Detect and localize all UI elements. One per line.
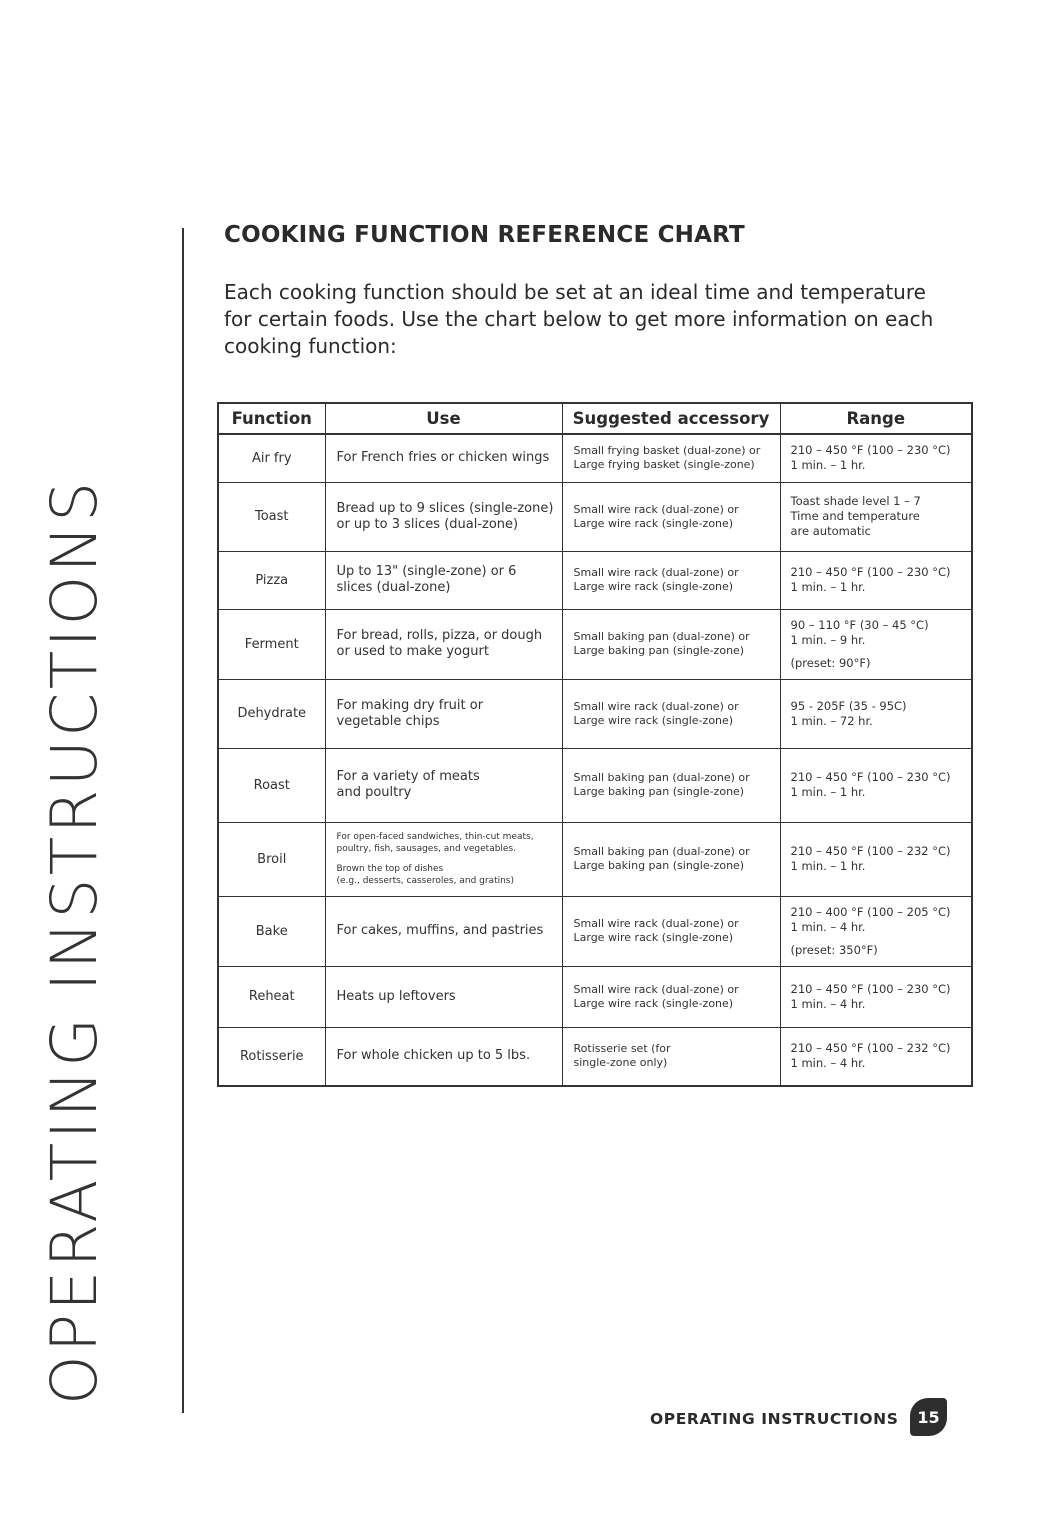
use-cell xyxy=(325,1027,562,1086)
accessory-cell xyxy=(562,434,780,482)
table-row xyxy=(218,434,972,482)
range-text: are automatic xyxy=(790,524,871,538)
table-row xyxy=(218,748,972,822)
table-row xyxy=(218,609,972,679)
use-text: Bread up to 9 slices (single-zone) xyxy=(336,500,554,516)
function-cell: Toast xyxy=(218,482,325,551)
range-text: 1 min. – 1 hr. xyxy=(790,785,866,799)
use-cell xyxy=(325,896,562,966)
function-cell: Pizza xyxy=(218,551,325,609)
use-text: For making dry fruit or xyxy=(336,697,484,713)
accessory-text: Small frying basket (dual-zone) or xyxy=(573,444,761,458)
range-cell xyxy=(780,1027,972,1086)
table-row xyxy=(218,966,972,1027)
accessory-text: Small wire rack (dual-zone) or xyxy=(573,982,739,996)
page-heading: COOKING FUNCTION REFERENCE CHART xyxy=(224,222,745,248)
header-accessory: Suggested accessory xyxy=(562,403,780,434)
function-cell: Dehydrate xyxy=(218,679,325,748)
accessory-cell xyxy=(562,966,780,1027)
range-cell xyxy=(780,609,972,679)
header-use: Use xyxy=(325,403,562,434)
table-row xyxy=(218,1027,972,1086)
side-section-title: OPERATING INSTRUCTIONS xyxy=(38,478,111,1405)
use-text: Up to 13" (single-zone) or 6 xyxy=(336,564,517,579)
range-text: 210 – 450 °F (100 – 230 °C) xyxy=(790,565,951,579)
table-row xyxy=(218,679,972,748)
range-cell xyxy=(780,748,972,822)
range-text: 1 min. – 4 hr. xyxy=(790,919,866,934)
preset-text: (preset: 90°F) xyxy=(790,655,871,670)
table-row xyxy=(218,482,972,551)
use-text: or up to 3 slices (dual-zone) xyxy=(336,516,519,532)
accessory-cell xyxy=(562,482,780,551)
use-text: For open-faced sandwiches, thin-cut meats, xyxy=(336,832,534,842)
range-cell xyxy=(780,551,972,609)
range-text: 210 – 450 °F (100 – 232 °C) xyxy=(790,1041,951,1056)
use-cell xyxy=(325,679,562,748)
use-text: For bread, rolls, pizza, or dough xyxy=(336,628,543,643)
use-text: For a variety of meats xyxy=(336,769,480,784)
use-cell xyxy=(325,966,562,1027)
range-text: 1 min. – 1 hr. xyxy=(790,859,866,873)
function-cell: Broil xyxy=(218,822,325,896)
function-cell: Air fry xyxy=(218,434,325,482)
accessory-cell xyxy=(562,896,780,966)
accessory-text: Large baking pan (single-zone) xyxy=(573,644,745,657)
preset-text: (preset: 350°F) xyxy=(790,942,878,957)
range-text: 1 min. – 1 hr. xyxy=(790,580,866,594)
accessory-cell xyxy=(562,551,780,609)
use-text: or used to make yogurt xyxy=(336,644,489,659)
accessory-cell xyxy=(562,748,780,822)
range-text: 1 min. – 72 hr. xyxy=(790,713,873,728)
use-cell xyxy=(325,609,562,679)
accessory-text: Large wire rack (single-zone) xyxy=(573,580,734,593)
accessory-text: Large wire rack (single-zone) xyxy=(573,996,734,1010)
accessory-text: Large wire rack (single-zone) xyxy=(573,713,734,727)
accessory-text: Large wire rack (single-zone) xyxy=(573,931,734,944)
function-cell: Bake xyxy=(218,896,325,966)
range-cell xyxy=(780,896,972,966)
range-text: 1 min. – 1 hr. xyxy=(790,458,866,473)
table-header-row xyxy=(218,403,972,434)
range-cell xyxy=(780,679,972,748)
footer-section-label: OPERATING INSTRUCTIONS xyxy=(650,1410,899,1428)
range-text: 210 – 450 °F (100 – 232 °C) xyxy=(790,844,951,858)
header-range: Range xyxy=(780,403,972,434)
range-text: 1 min. – 4 hr. xyxy=(790,1056,866,1071)
function-cell: Roast xyxy=(218,748,325,822)
range-text: 90 – 110 °F (30 – 45 °C) xyxy=(790,617,929,632)
intro-paragraph: Each cooking function should be set at an ideal time and temperature for certain foods. Use the chart below to get more information on each cooking function: xyxy=(224,280,934,358)
range-cell xyxy=(780,822,972,896)
table-row xyxy=(218,896,972,966)
use-cell xyxy=(325,434,562,482)
range-cell xyxy=(780,482,972,551)
function-cell: Reheat xyxy=(218,966,325,1027)
reference-chart-table xyxy=(217,402,973,1087)
use-text: Heats up leftovers xyxy=(336,988,456,1004)
accessory-text: Large frying basket (single-zone) xyxy=(573,458,755,472)
accessory-text: Small wire rack (dual-zone) or xyxy=(573,566,739,579)
use-cell xyxy=(325,482,562,551)
range-cell xyxy=(780,434,972,482)
table-body xyxy=(218,434,972,1086)
accessory-cell xyxy=(562,822,780,896)
use-cell xyxy=(325,748,562,822)
range-text: 210 – 450 °F (100 – 230 °C) xyxy=(790,443,951,458)
accessory-text: Large wire rack (single-zone) xyxy=(573,516,734,530)
accessory-text: Small wire rack (dual-zone) or xyxy=(573,699,739,713)
accessory-text: Small baking pan (dual-zone) or xyxy=(573,630,750,643)
use-text: slices (dual-zone) xyxy=(336,580,451,595)
range-text: 210 – 450 °F (100 – 230 °C) xyxy=(790,770,951,784)
accessory-cell xyxy=(562,679,780,748)
page-number-badge: 15 xyxy=(910,1398,947,1436)
use-text: For whole chicken up to 5 lbs. xyxy=(336,1048,531,1064)
range-text: 1 min. – 4 hr. xyxy=(790,996,866,1011)
accessory-text: single-zone only) xyxy=(573,1056,668,1070)
function-cell: Rotisserie xyxy=(218,1027,325,1086)
accessory-text: Rotisserie set (for xyxy=(573,1042,671,1056)
use-cell xyxy=(325,551,562,609)
range-text: Time and temperature xyxy=(790,509,920,523)
function-cell: Ferment xyxy=(218,609,325,679)
range-text: 1 min. – 9 hr. xyxy=(790,632,866,647)
use-text: (e.g., desserts, casseroles, and gratins) xyxy=(336,876,514,886)
range-text: 210 – 400 °F (100 – 205 °C) xyxy=(790,904,951,919)
use-text: vegetable chips xyxy=(336,713,440,729)
table-row xyxy=(218,551,972,609)
accessory-text: Small baking pan (dual-zone) or xyxy=(573,771,750,784)
use-text: For cakes, muffins, and pastries xyxy=(336,923,544,938)
use-text: poultry, fish, sausages, and vegetables. xyxy=(336,844,517,854)
accessory-text: Small wire rack (dual-zone) or xyxy=(573,502,739,516)
accessory-text: Large baking pan (single-zone) xyxy=(573,785,745,798)
accessory-cell xyxy=(562,609,780,679)
accessory-cell xyxy=(562,1027,780,1086)
table-row xyxy=(218,822,972,896)
use-text: and poultry xyxy=(336,785,412,800)
range-text: 210 – 450 °F (100 – 230 °C) xyxy=(790,981,951,996)
use-text: Brown the top of dishes xyxy=(336,864,444,874)
use-cell xyxy=(325,822,562,896)
range-text: Toast shade level 1 – 7 xyxy=(790,494,921,508)
side-divider xyxy=(182,228,184,1413)
range-text: 95 - 205F (35 - 95C) xyxy=(790,698,907,713)
accessory-text: Small baking pan (dual-zone) or xyxy=(573,845,750,858)
use-text: For French fries or chicken wings xyxy=(336,450,550,466)
accessory-text: Large baking pan (single-zone) xyxy=(573,859,745,872)
range-cell xyxy=(780,966,972,1027)
header-function: Function xyxy=(218,403,325,434)
accessory-text: Small wire rack (dual-zone) or xyxy=(573,917,739,930)
